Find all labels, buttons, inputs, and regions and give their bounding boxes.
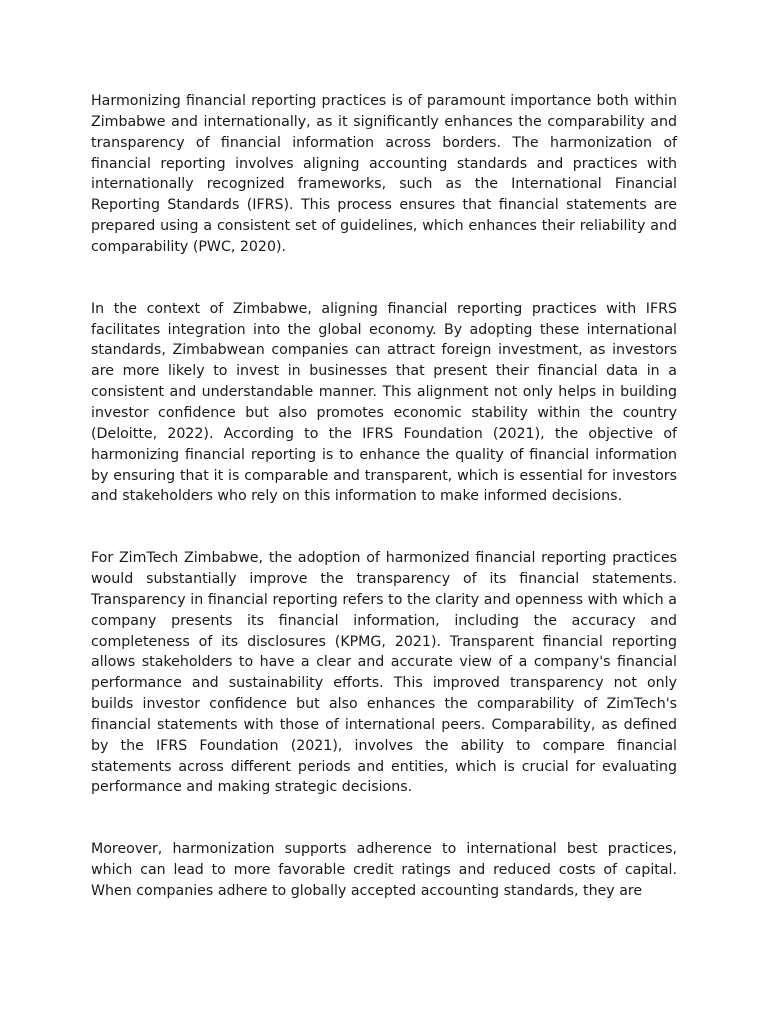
paragraph-harmonization-importance: Harmonizing financial reporting practices is of paramount importance both within Zimbabwe and internationally, as it significantly enhances the comparability and transparency of financial information across borders. The harmonization of financial reporting involves aligning accounting standards and practices with internationally recognized frameworks, such as the International Financial Reporting Standards (IFRS). This process ensures that financial statements are prepared using a consistent set of guidelines, which enhances their reliability and comparability (PWC, 2020).	[91, 93, 677, 255]
paragraph-zimtech-transparency: For ZimTech Zimbabwe, the adoption of harmonized financial reporting practices would substantially improve the transparency of its financial statements. Transparency in financial reporting refers to the clarity and openness with which a company presents its financial information, including the accuracy and completeness of its disclosures (KPMG, 2021). Transparent financial reporting allows stakeholders to have a clear and accurate view of a company's financial performance and sustainability efforts. This improved transparency not only builds investor confidence but also enhances the comparability of ZimTech's financial statements with those of international peers. Comparability, as defined by the IFRS Foundation (2021), involves the ability to compare financial statements across different periods and entities, which is crucial for evaluating performance and making strategic decisions.	[91, 550, 677, 796]
paragraph-best-practices: Moreover, harmonization supports adherence to international best practices, which can lead to more favorable credit ratings and reduced costs of capital. When companies adhere to globally accepted accounting standards, they are	[91, 841, 677, 899]
paragraph-zimbabwe-context: In the context of Zimbabwe, aligning financial reporting practices with IFRS facilitates integration into the global economy. By adopting these international standards, Zimbabwean companies can attract foreign investment, as investors are more likely to invest in businesses that present their financial data in a consistent and understandable manner. This alignment not only helps in building investor confidence but also promotes economic stability within the country (Deloitte, 2022). According to the IFRS Foundation (2021), the objective of harmonizing financial reporting is to enhance the quality of financial information by ensuring that it is comparable and transparent, which is essential for investors and stakeholders who rely on this information to make informed decisions.	[91, 300, 677, 505]
